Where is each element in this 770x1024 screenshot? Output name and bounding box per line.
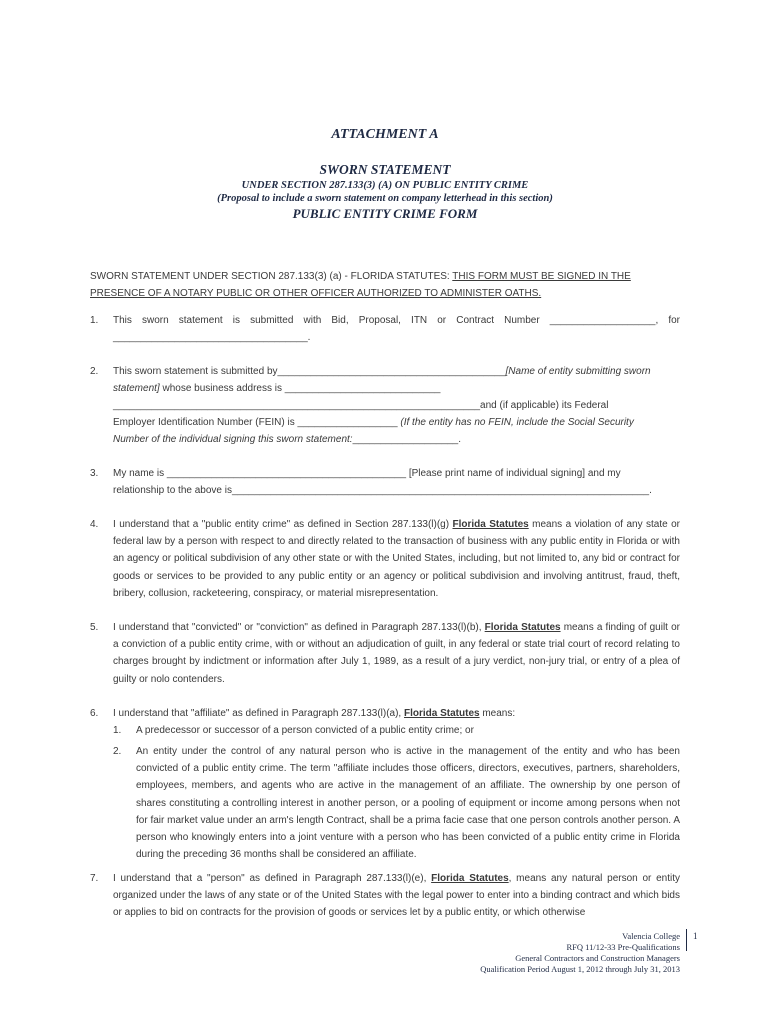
section-subheading: UNDER SECTION 287.133(3) (A) ON PUBLIC ENTITY CRIME	[241, 180, 529, 191]
item-4-number: 4.	[90, 519, 99, 530]
item-6-sub-1-text: A predecessor or successor of a person convicted of a public entity crime; or	[136, 725, 474, 736]
item-1-number: 1.	[90, 315, 99, 326]
intro-paragraph	[90, 268, 680, 302]
item-4-paragraph: I understand that a "public entity crime" as defined in Section 287.133(l)(g) Florida Statutes means a violation of any state or federal law by a person with respect to and directly related to the transaction of business with any public entity in Florida or with an agency or political subdivision of any other state or with the United States, including, but not limited to, any bid or contract for goods or services to be provided to any public entity or an agency or political subdivision and involving antitrust, fraud, theft, bribery, collusion, racketeering, conspiracy, or material misrepresentation.	[113, 519, 680, 599]
florida-statutes-ref: Florida Statutes	[431, 873, 509, 884]
item-3-number: 3.	[90, 468, 99, 479]
form-title: PUBLIC ENTITY CRIME FORM	[292, 206, 478, 221]
footer-college: Valencia College	[622, 931, 680, 941]
item-6-intro: I understand that "affiliate" as defined in Paragraph 287.133(l)(a), Florida Statutes means:	[113, 708, 516, 719]
item-7-paragraph: I understand that a "person" as defined in Paragraph 287.133(l)(e), Florida Statutes, means any natural person or entity organized under the laws of any state or of the United States with the legal power to enter into a binding contract and which bids or applies to bid on contracts for the provision of goods or services let by a public entity, or which otherwise	[113, 873, 681, 919]
footer-rfq: RFQ 11/12-33 Pre-Qualifications	[566, 942, 680, 952]
item-1-line-1: This sworn statement is submitted with Bid, Proposal, ITN or Contract Number ___________________, for	[113, 315, 680, 326]
item-2-number: 2.	[90, 366, 99, 377]
item-6-sub-2-number: 2.	[113, 746, 122, 757]
intro-lead: SWORN STATEMENT UNDER SECTION 287.133(3) (a) - FLORIDA STATUTES:	[90, 271, 453, 282]
item-5-number: 5.	[90, 622, 99, 633]
florida-statutes-ref: Florida Statutes	[484, 622, 561, 633]
item-2-line-3: __________________________________________________________________and (if applicable) its Federal	[113, 400, 609, 411]
page-number-divider	[686, 929, 687, 951]
sworn-statement-heading: SWORN STATEMENT	[319, 162, 451, 177]
item-2-line-4: Employer Identification Number (FEIN) is __________________ (If the entity has no FEIN, include the Social Security	[113, 417, 634, 428]
item-6-sub-1-number: 1.	[113, 725, 122, 736]
item-1-line-2: ___________________________________.	[113, 332, 311, 343]
footer-qualification-period: Qualification Period August 1, 2012 through July 31, 2013	[480, 964, 680, 974]
item-3-line-2: relationship to the above is___________________________________________________________________________.	[113, 485, 652, 496]
intro-notary-requirement: THIS FORM MUST BE SIGNED IN THE PRESENCE OF A NOTARY PUBLIC OR OTHER OFFICER AUTHORIZED TO ADMINISTER OATHS.	[90, 271, 631, 300]
footer-contractors: General Contractors and Construction Managers	[515, 953, 680, 963]
item-2-line-2: statement] whose business address is ____________________________	[113, 383, 441, 394]
item-2-line-5: Number of the individual signing this sworn statement:___________________.	[113, 434, 462, 445]
item-3-line-1: My name is ___________________________________________ [Please print name of individual signing] and my	[113, 468, 621, 479]
item-7-number: 7.	[90, 873, 99, 884]
florida-statutes-ref: Florida Statutes	[452, 519, 529, 530]
page-number: 1	[693, 931, 698, 941]
item-6-sub-2-text: An entity under the control of any natural person who is active in the management of the entity and who has been convicted of a public entity crime. The term "affiliate includes those officers, directors, executives, partners, shareholders, employees, members, and agents who are active in the management of an affiliate. The ownership by one person of shares constituting a controlling interest in another person, or a pooling of equipment or income among persons when not for fair market value under an arm's length Contract, shall be a prima facie case that one person controls another person. A person who knowingly enters into a joint venture with a person who has been convicted of a public entity crime in Florida during the preceding 36 months shall be considered an affiliate.	[136, 746, 680, 861]
item-5-paragraph: I understand that "convicted" or "conviction" as defined in Paragraph 287.133(l)(b), Florida Statutes means a finding of guilt or a conviction of a public entity crime, with or without an adjudication of guilt, in any federal or state trial court of record relating to charges brought by indictment or information after July 1, 1989, as a result of a jury verdict, non-jury trial, or entry of a plea of guilty or nolo contenders.	[113, 622, 680, 685]
florida-statutes-ref: Florida Statutes	[404, 708, 480, 719]
item-2-line-1: This sworn statement is submitted by_________________________________________[Name of entity submitting sworn	[113, 366, 651, 377]
attachment-heading: ATTACHMENT A	[331, 127, 439, 142]
proposal-note: (Proposal to include a sworn statement on company letterhead in this section)	[217, 193, 553, 204]
item-6-number: 6.	[90, 708, 99, 719]
